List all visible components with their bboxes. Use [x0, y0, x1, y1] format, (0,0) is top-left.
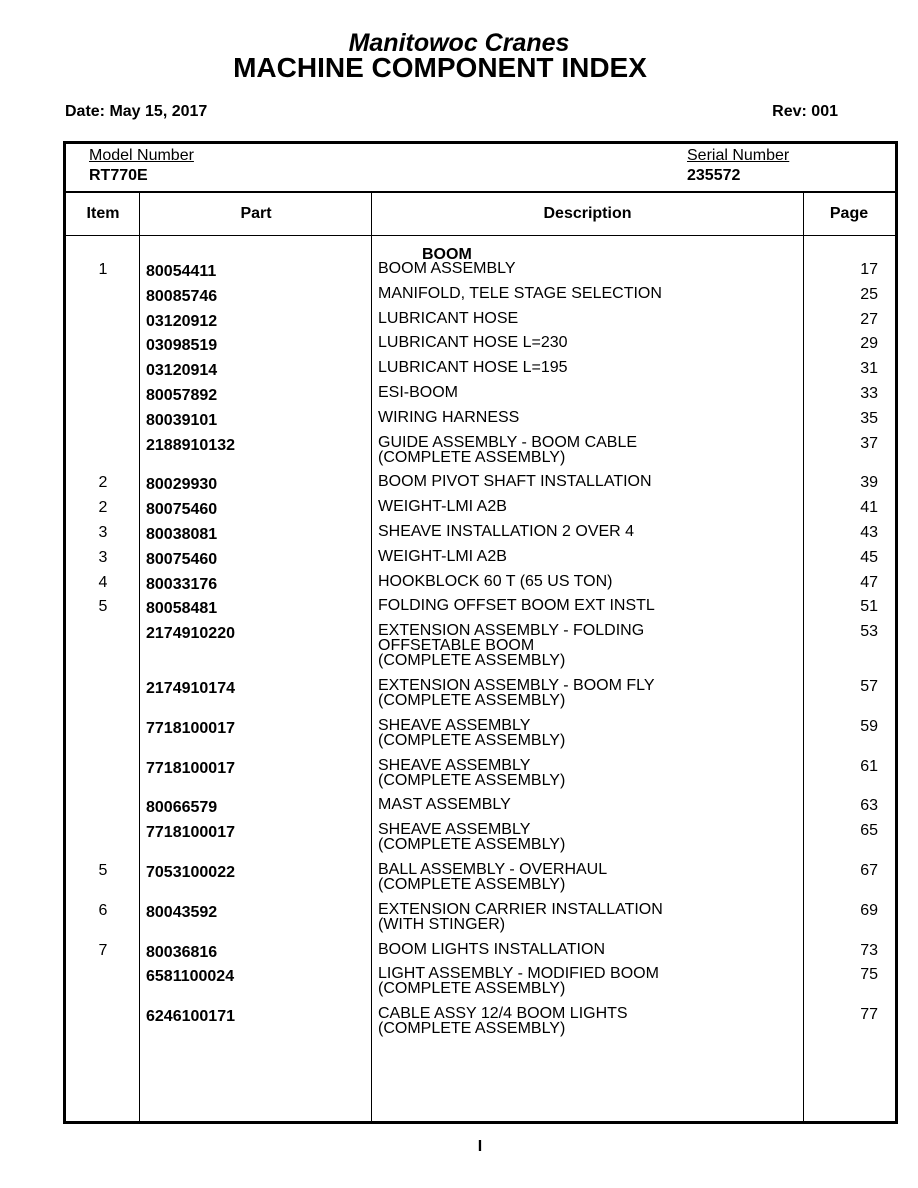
- model-number-label: Model Number: [89, 147, 194, 164]
- page-cell: 33: [860, 385, 878, 402]
- description-line: (COMPLETE ASSEMBLY): [378, 836, 566, 854]
- item-cell: 2: [98, 499, 108, 517]
- description-cell: [378, 598, 655, 613]
- description-line: (COMPLETE ASSEMBLY): [378, 980, 566, 998]
- item-cell: 7: [98, 941, 108, 959]
- description-cell: [378, 678, 655, 708]
- part-number-cell: 7718100017: [146, 719, 235, 737]
- description-cell: [378, 574, 612, 589]
- description-line: (COMPLETE ASSEMBLY): [378, 448, 566, 466]
- description-line: SHEAVE ASSEMBLY: [378, 716, 531, 734]
- item-cell: 3: [98, 548, 108, 566]
- part-number-cell: 2174910174: [146, 680, 235, 697]
- column-divider: [803, 193, 804, 1121]
- description-cell: [378, 524, 634, 539]
- column-divider: [371, 193, 372, 1121]
- page-cell: 51: [860, 598, 878, 616]
- page-cell: 35: [860, 409, 878, 427]
- page-cell: 65: [860, 822, 878, 840]
- description-line: (COMPLETE ASSEMBLY): [378, 1020, 566, 1038]
- description-line: HOOKBLOCK 60 T (65 US TON): [378, 572, 613, 590]
- description-line: BOOM ASSEMBLY: [378, 260, 516, 277]
- part-number-cell: 03120914: [146, 362, 218, 380]
- part-number-cell: 6246100171: [146, 1008, 235, 1026]
- description-cell: [378, 410, 519, 425]
- description-cell: [378, 435, 637, 465]
- part-number-cell: 80075460: [146, 550, 218, 568]
- description-cell: [378, 942, 605, 957]
- item-cell: 3: [98, 524, 108, 541]
- column-header-page: Page: [829, 205, 869, 222]
- description-cell: [378, 335, 568, 350]
- description-cell: [378, 311, 518, 326]
- model-serial-header: [66, 144, 895, 193]
- page-cell: 25: [860, 285, 878, 303]
- description-line: LUBRICANT HOSE L=195: [378, 359, 568, 377]
- description-cell: [378, 758, 565, 788]
- part-number-cell: 2174910220: [146, 625, 235, 643]
- page-cell: 45: [860, 548, 878, 566]
- description-line: MAST ASSEMBLY: [378, 796, 511, 814]
- description-cell: [378, 966, 659, 996]
- description-line: OFFSETABLE BOOM: [378, 637, 535, 655]
- description-line: LUBRICANT HOSE: [378, 309, 519, 327]
- description-cell: [378, 718, 565, 748]
- description-line: BOOM PIVOT SHAFT INSTALLATION: [378, 473, 652, 491]
- page-number: I: [477, 1138, 483, 1155]
- item-cell: 5: [98, 862, 108, 879]
- page-cell: 67: [860, 862, 878, 879]
- section-heading: BOOM: [422, 246, 472, 263]
- page-cell: 63: [860, 797, 878, 815]
- component-index-table: [63, 141, 898, 1124]
- part-number-cell: 80039101: [146, 411, 218, 429]
- item-cell: 6: [98, 901, 108, 919]
- page-cell: 37: [860, 434, 878, 452]
- description-line: (COMPLETE ASSEMBLY): [378, 771, 566, 789]
- description-line: SHEAVE ASSEMBLY: [378, 756, 531, 774]
- part-number-cell: 03120912: [146, 312, 218, 330]
- part-number-cell: 7053100022: [146, 864, 235, 881]
- description-line: WEIGHT-LMI A2B: [378, 498, 507, 516]
- description-cell: [378, 549, 507, 564]
- page-cell: 39: [860, 474, 878, 492]
- page-cell: 41: [860, 499, 878, 517]
- page-cell: 61: [860, 757, 878, 775]
- column-header-description: Description: [543, 205, 632, 222]
- document-date: Date: May 15, 2017: [65, 103, 208, 120]
- description-line: ESI-BOOM: [378, 384, 459, 401]
- column-divider: [139, 193, 140, 1121]
- description-cell: [378, 360, 568, 375]
- page-cell: 75: [860, 966, 878, 984]
- description-line: (COMPLETE ASSEMBLY): [378, 692, 566, 709]
- document-revision: Rev: 001: [772, 103, 838, 120]
- part-number-cell: 7718100017: [146, 759, 235, 777]
- column-header-item: Item: [86, 205, 120, 222]
- description-cell: [378, 385, 458, 400]
- description-line: (WITH STINGER): [378, 915, 506, 933]
- serial-number-label: Serial Number: [687, 147, 790, 164]
- item-cell: 2: [98, 474, 108, 492]
- description-line: EXTENSION CARRIER INSTALLATION: [378, 900, 663, 918]
- description-line: CABLE ASSY 12/4 BOOM LIGHTS: [378, 1005, 628, 1023]
- description-line: SHEAVE ASSEMBLY: [378, 821, 531, 839]
- description-cell: [378, 499, 507, 514]
- description-line: LUBRICANT HOSE L=230: [378, 334, 568, 352]
- part-number-cell: 80085746: [146, 287, 218, 305]
- page-cell: 69: [860, 901, 878, 919]
- page-cell: 53: [860, 623, 878, 641]
- description-line: BOOM LIGHTS INSTALLATION: [378, 940, 605, 958]
- description-cell: [378, 862, 607, 892]
- description-cell: [378, 623, 644, 668]
- description-line: MANIFOLD, TELE STAGE SELECTION: [378, 284, 662, 302]
- description-line: (COMPLETE ASSEMBLY): [378, 876, 566, 893]
- part-number-cell: 03098519: [146, 337, 218, 355]
- description-line: GUIDE ASSEMBLY - BOOM CABLE: [378, 433, 638, 451]
- description-cell: [378, 474, 652, 489]
- part-number-cell: 80054411: [146, 263, 217, 280]
- part-number-cell: 80075460: [146, 501, 218, 519]
- description-cell: [378, 261, 516, 276]
- page-cell: 27: [860, 310, 878, 328]
- model-number-value: RT770E: [89, 167, 148, 184]
- column-header-part: Part: [240, 205, 272, 222]
- description-line: WIRING HARNESS: [378, 408, 520, 426]
- part-number-cell: 80058481: [146, 600, 218, 618]
- page-cell: 31: [860, 360, 878, 378]
- page-cell: 57: [860, 678, 878, 695]
- description-line: LIGHT ASSEMBLY - MODIFIED BOOM: [378, 965, 659, 983]
- item-cell: 1: [98, 261, 108, 278]
- page-cell: 59: [860, 717, 878, 735]
- part-number-cell: 80066579: [146, 799, 218, 817]
- page-cell: 43: [860, 524, 878, 541]
- part-number-cell: 80057892: [146, 387, 218, 404]
- document-title: MACHINE COMPONENT INDEX: [233, 52, 647, 83]
- company-name: Manitowoc Cranes: [348, 29, 570, 57]
- description-line: EXTENSION ASSEMBLY - FOLDING: [378, 622, 645, 640]
- part-number-cell: 80036816: [146, 943, 218, 961]
- description-cell: [378, 286, 662, 301]
- part-number-cell: 80033176: [146, 575, 218, 593]
- serial-number-value: 235572: [687, 167, 741, 184]
- page-cell: 29: [860, 335, 878, 353]
- description-line: EXTENSION ASSEMBLY - BOOM FLY: [378, 677, 655, 694]
- description-cell: [378, 797, 511, 812]
- page-cell: 17: [860, 261, 878, 278]
- column-header-row: [66, 193, 895, 236]
- description-line: SHEAVE INSTALLATION 2 OVER 4: [378, 523, 635, 540]
- page-cell: 47: [860, 573, 878, 591]
- description-line: (COMPLETE ASSEMBLY): [378, 731, 566, 749]
- description-line: FOLDING OFFSET BOOM EXT INSTL: [378, 597, 655, 615]
- part-number-cell: 80029930: [146, 476, 218, 494]
- description-cell: [378, 1006, 628, 1036]
- description-line: (COMPLETE ASSEMBLY): [378, 652, 566, 670]
- part-number-cell: 6581100024: [146, 968, 235, 986]
- item-cell: 5: [98, 598, 108, 616]
- page-cell: 73: [860, 941, 878, 959]
- part-number-cell: 2188910132: [146, 436, 235, 454]
- description-cell: [378, 902, 663, 932]
- part-number-cell: 80043592: [146, 903, 218, 921]
- description-line: BALL ASSEMBLY - OVERHAUL: [378, 861, 608, 878]
- description-cell: [378, 822, 565, 852]
- page-cell: 77: [860, 1006, 878, 1024]
- part-number-cell: 7718100017: [146, 824, 235, 842]
- part-number-cell: 80038081: [146, 526, 218, 543]
- description-line: WEIGHT-LMI A2B: [378, 547, 507, 565]
- item-cell: 4: [98, 573, 108, 591]
